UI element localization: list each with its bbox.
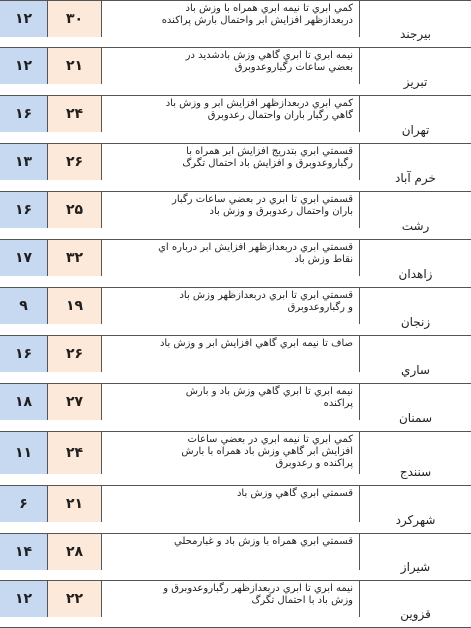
max-temp-cell: ۲۸ (48, 534, 102, 570)
forecast-description: قسمتي ابري تا ابري دربعدازظهر وزش باد و رگباروعدوبرق (102, 288, 360, 324)
city-name: شیراز (360, 534, 471, 580)
forecast-description: کمي ابري تا نيمه ابري در بعضي ساعات افزايش ابر گاهي وزش باد همراه با بارش پراکنده و رعدوبرق (102, 432, 360, 474)
min-temp-cell: ۶ (0, 486, 48, 522)
table-row (0, 192, 471, 240)
city-name: سنندج (360, 432, 471, 485)
city-name: تهران (360, 96, 471, 143)
forecast-description: قسمتي ابري تا ابري در بعضي ساعات رگبار باران واحتمال رعدوبرق و وزش باد (102, 192, 360, 228)
forecast-description: صاف تا نيمه ابري گاهي افزايش ابر و وزش باد (102, 336, 360, 372)
min-temp-cell: ۱۶ (0, 192, 48, 228)
min-temp-cell: ۱۸ (0, 384, 48, 420)
max-temp-cell: ۲۲ (48, 581, 102, 617)
forecast-description: کمي ابري تا نيمه ابري همراه با وزش باد دربعدازظهر افزايش ابر واحتمال بارش پراکنده (102, 1, 360, 37)
forecast-description: نيمه ابري تا ابري گاهي وزش بادشديد در بعضي ساعات رگباروعدوبرق (102, 48, 360, 84)
min-temp-cell: ۹ (0, 288, 48, 324)
city-name: خرم آباد (360, 144, 471, 191)
table-row (0, 144, 471, 192)
forecast-description: قسمتي ابري گاهي وزش باد (102, 486, 360, 522)
table-row (0, 581, 471, 628)
min-temp-cell: ۱۶ (0, 96, 48, 132)
forecast-description: کمي ابري دربعدازظهر افزايش ابر و وزش باد گاهي رگبار باران واحتمال رعدوبرق (102, 96, 360, 132)
city-name: زاهدان (360, 240, 471, 287)
min-temp-cell: ۱۲ (0, 581, 48, 617)
city-name: ساري (360, 336, 471, 383)
city-name: زنجان (360, 288, 471, 335)
max-temp-cell: ۲۶ (48, 144, 102, 180)
min-temp-cell: ۱۴ (0, 534, 48, 570)
forecast-description: نيمه ابري تا ابري دربعدازظهر رگباروعدوبرق و وزش باد با احتمال تگرگ (102, 581, 360, 617)
forecast-description: قسمتي ابري بتدريج افزايش ابر همراه با رگباروعدوبرق و افزايش باد احتمال تگرگ (102, 144, 360, 180)
table-row (0, 48, 471, 96)
table-row (0, 96, 471, 144)
table-row (0, 1, 471, 48)
min-temp-cell: ۱۶ (0, 336, 48, 372)
table-row (0, 534, 471, 581)
city-name: سمنان (360, 384, 471, 431)
city-name: رشت (360, 192, 471, 239)
forecast-description: قسمتي ابري همراه با وزش باد و غبارمحلي (102, 534, 360, 570)
table-row (0, 240, 471, 288)
min-temp-cell: ۱۱ (0, 432, 48, 474)
max-temp-cell: ۲۱ (48, 486, 102, 522)
city-name: بیرجند (360, 1, 471, 47)
table-row (0, 486, 471, 534)
max-temp-cell: ۳۲ (48, 240, 102, 276)
max-temp-cell: ۲۴ (48, 432, 102, 474)
forecast-description: نيمه ابري تا ابري گاهي وزش باد و بارش پراکنده (102, 384, 360, 420)
max-temp-cell: ۲۷ (48, 384, 102, 420)
max-temp-cell: ۳۰ (48, 1, 102, 37)
table-row (0, 384, 471, 432)
table-row (0, 336, 471, 384)
table-row (0, 288, 471, 336)
min-temp-cell: ۱۷ (0, 240, 48, 276)
min-temp-cell: ۱۳ (0, 144, 48, 180)
min-temp-cell: ۱۲ (0, 1, 48, 37)
min-temp-cell: ۱۲ (0, 48, 48, 84)
max-temp-cell: ۱۹ (48, 288, 102, 324)
city-name: تبریز (360, 48, 471, 95)
table-row (0, 432, 471, 486)
max-temp-cell: ۲۱ (48, 48, 102, 84)
max-temp-cell: ۲۶ (48, 336, 102, 372)
max-temp-cell: ۲۴ (48, 96, 102, 132)
city-name: شهرکرد (360, 486, 471, 533)
city-name: قزوین (360, 581, 471, 627)
max-temp-cell: ۲۵ (48, 192, 102, 228)
forecast-description: قسمتي ابري دربعدازظهر افزايش ابر درباره اي نقاط وزش باد (102, 240, 360, 276)
